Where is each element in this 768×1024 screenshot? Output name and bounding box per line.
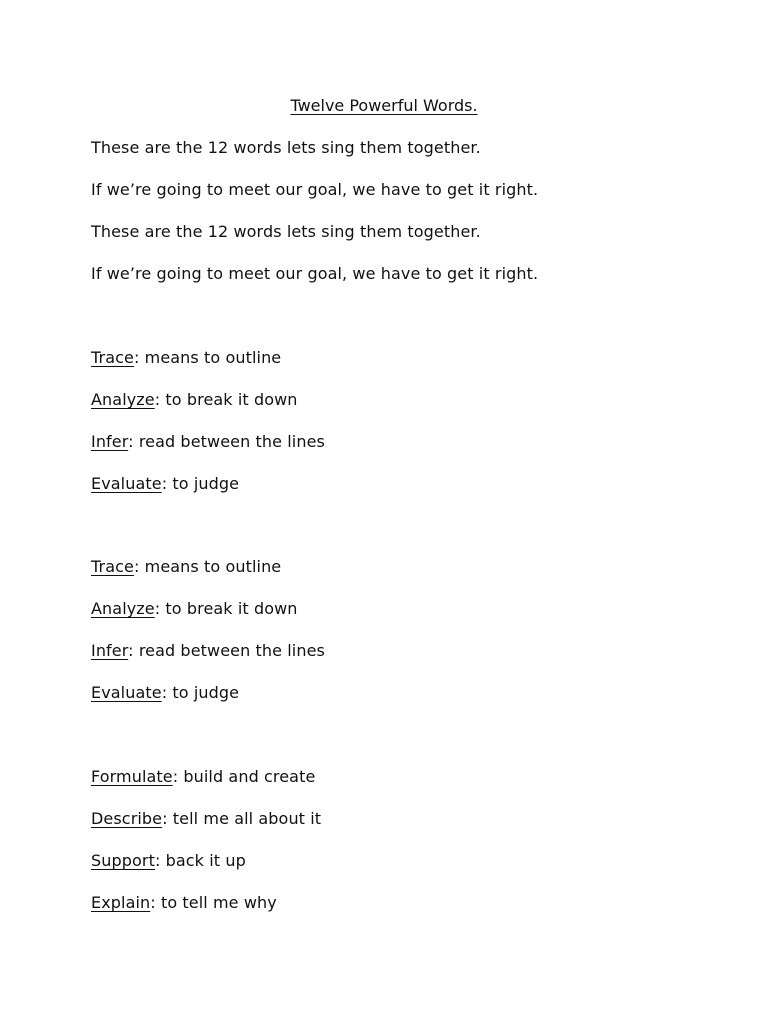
definition-line bbox=[91, 683, 239, 703]
term: Analyze bbox=[91, 599, 155, 618]
intro-line: These are the 12 words lets sing them together. bbox=[91, 138, 481, 157]
term: Describe bbox=[91, 809, 163, 828]
term: Infer bbox=[91, 432, 129, 451]
definition-line bbox=[91, 432, 325, 452]
definition: : to judge bbox=[161, 474, 240, 493]
definition: : to judge bbox=[161, 683, 240, 702]
document-title: Twelve Powerful Words. bbox=[290, 96, 478, 115]
definition-line bbox=[91, 348, 281, 368]
definition-line bbox=[91, 474, 239, 494]
definition: : to tell me why bbox=[150, 893, 277, 912]
definition-line bbox=[91, 599, 298, 619]
definition: : means to outline bbox=[133, 348, 282, 367]
intro-line: If we’re going to meet our goal, we have to get it right. bbox=[91, 180, 539, 199]
term: Evaluate bbox=[91, 474, 162, 493]
definition: : means to outline bbox=[133, 557, 282, 576]
definition: : build and create bbox=[172, 767, 316, 786]
definition: : read between the lines bbox=[128, 432, 325, 451]
definition-line bbox=[91, 641, 325, 661]
term: Explain bbox=[91, 893, 151, 912]
term: Infer bbox=[91, 641, 129, 660]
definition: : read between the lines bbox=[128, 641, 325, 660]
definition-line bbox=[91, 809, 321, 829]
term: Trace bbox=[91, 348, 134, 367]
term: Analyze bbox=[91, 390, 155, 409]
definition: : to break it down bbox=[154, 599, 298, 618]
definition-line bbox=[91, 893, 277, 913]
definition: : tell me all about it bbox=[162, 809, 322, 828]
term: Trace bbox=[91, 557, 134, 576]
intro-line: If we’re going to meet our goal, we have to get it right. bbox=[91, 264, 539, 283]
term: Support bbox=[91, 851, 155, 870]
term: Formulate bbox=[91, 767, 173, 786]
definition-line bbox=[91, 557, 281, 577]
term: Evaluate bbox=[91, 683, 162, 702]
intro-line: These are the 12 words lets sing them together. bbox=[91, 222, 481, 241]
definition-line bbox=[91, 390, 298, 410]
definition: : back it up bbox=[154, 851, 246, 870]
definition: : to break it down bbox=[154, 390, 298, 409]
definition-line bbox=[91, 851, 246, 871]
definition-line bbox=[91, 767, 315, 787]
